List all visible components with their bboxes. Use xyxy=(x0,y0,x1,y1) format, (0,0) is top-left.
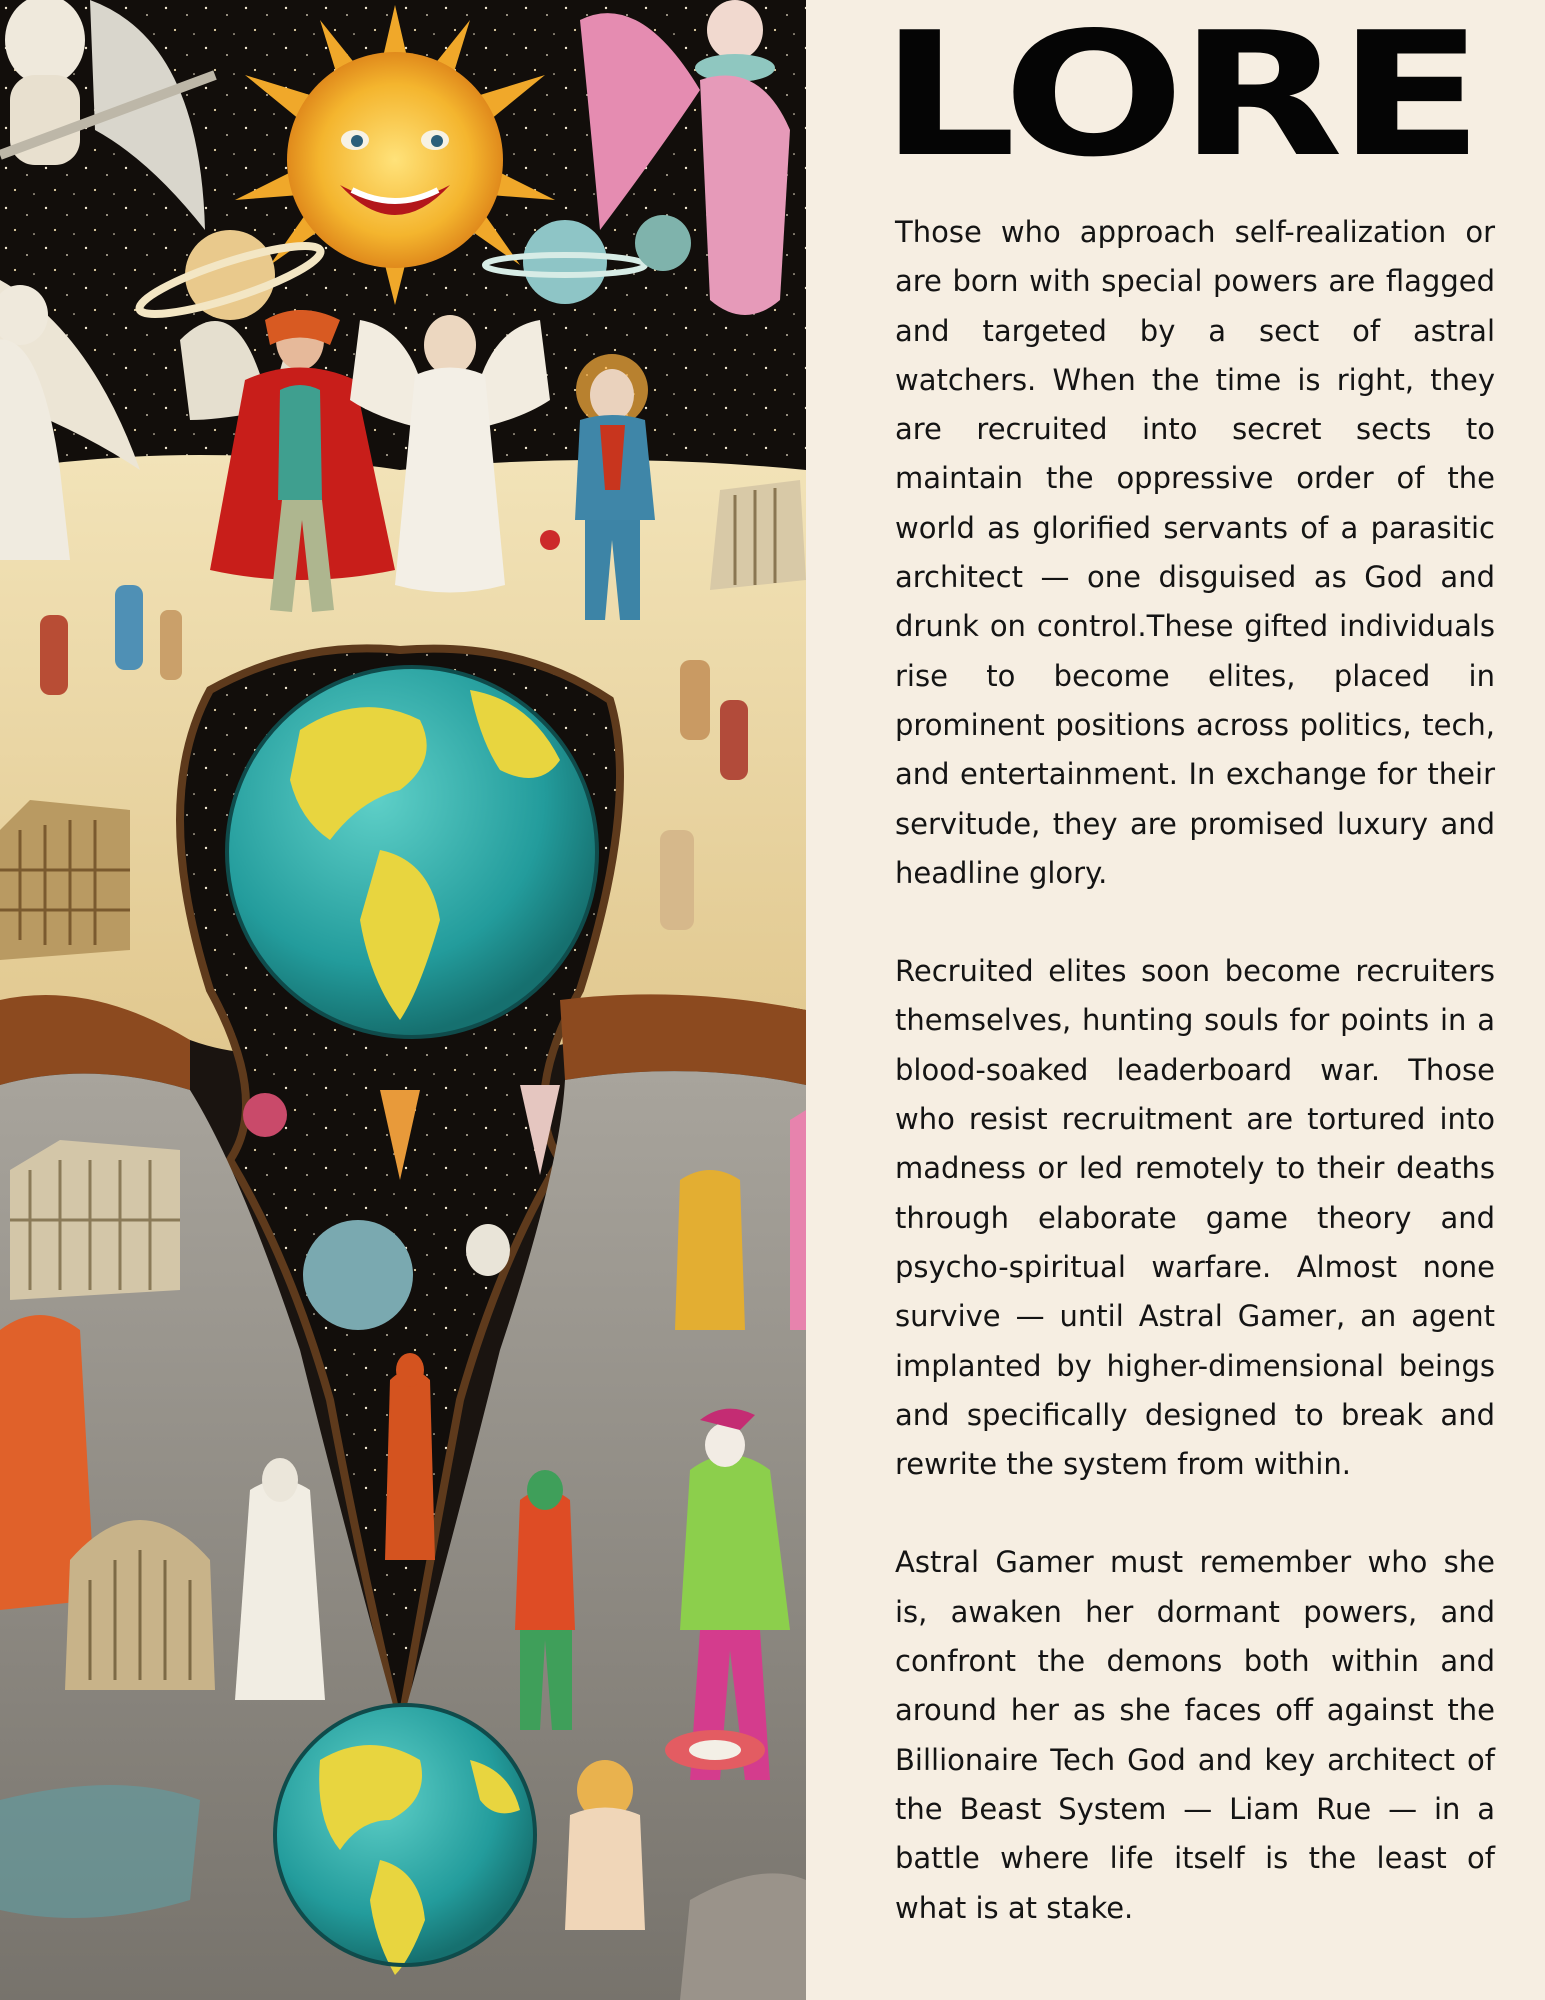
lore-text-panel xyxy=(806,0,1545,2000)
ruined-building-lower-center xyxy=(65,1520,215,1690)
page-title: LORE xyxy=(880,0,1478,195)
earth-globe-icon xyxy=(227,667,597,1037)
lore-paragraph-2: Recruited elites soon become recruiters themselves, hunting souls for points in a blood-soaked leaderboard war. Those who resist recruitment are tortured into madness or led remotely to their deaths through elaborate game theory and psycho-spiritual warfare. Almost none survive — until Astral Gamer, an agent implanted by higher-dimensional beings and specifically designed to break and rewrite the system from within. xyxy=(895,954,1495,1482)
ruined-building-lower-left xyxy=(10,1140,180,1300)
ruined-building-left xyxy=(0,800,130,960)
lore-body xyxy=(895,208,1495,1933)
lore-paragraph-3: Astral Gamer must remember who she is, awaken her dormant powers, and confront the demons both within and around her as she faces off against the Billionaire Tech God and key architect of the Beast System — Liam Rue — in a battle where life itself is the least of what is at stake. xyxy=(895,1545,1495,1925)
small-planet-icon xyxy=(635,215,691,271)
lore-paragraph-1: Those who approach self-realization or are born with special powers are flagged and targeted by a sect of astral watchers. When the time is right, they are recruited into secret sects to maintain the oppressive order of the world as glorified servants of a parasitic architect — one disguised as God and drunk on control.These gifted individuals rise to become elites, placed in prominent positions across politics, tech, and entertainment. In exchange for their servitude, they are promised luxury and headline glory. xyxy=(895,215,1495,890)
water-pool xyxy=(0,1785,200,1918)
ruined-building-right xyxy=(710,480,806,590)
